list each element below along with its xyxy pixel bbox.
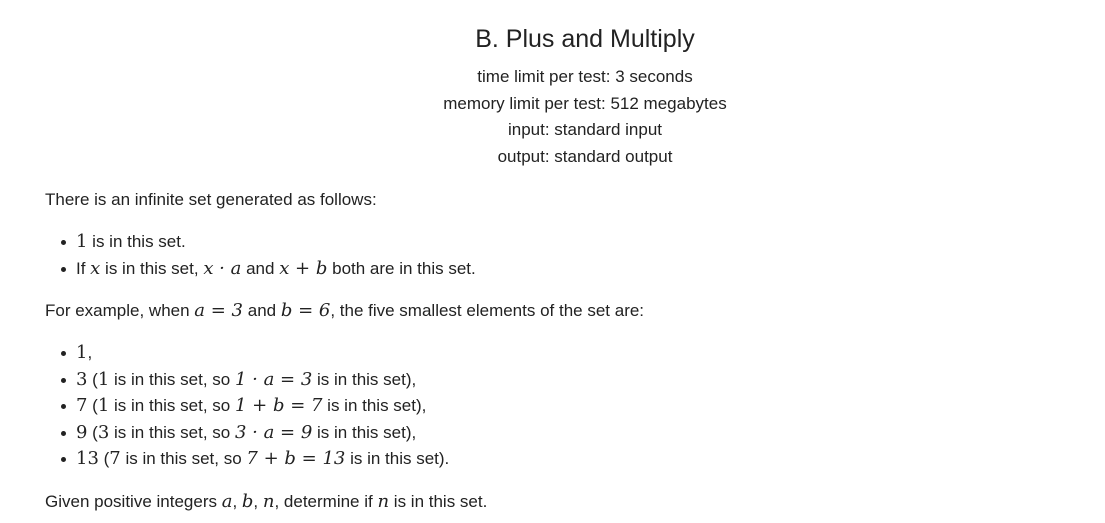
math-one: 1 [76,342,88,363]
rule2-text-a: If [76,258,91,278]
example-intro [45,298,1085,324]
final-text-a: Given positive integers [45,491,222,511]
math-seven: 7 [76,395,88,416]
item3-text-c: is in this set), [322,396,427,415]
item2-text-c: is in this set), [312,369,417,389]
math-n: n [262,490,275,512]
rule2-text-d: both are in this set. [327,258,476,278]
math-seven-plus-b: 7 + b = 13 [246,448,346,469]
rule-item [76,256,1085,283]
example-item [76,393,1085,420]
memory-limit: memory limit per test: 512 megabytes [443,93,727,113]
final-text-e: is in this set. [389,491,488,511]
item5-text-mid: ( [98,449,110,468]
item3-text-mid: ( [87,396,98,415]
final-text-c: , [253,491,263,511]
math-thirteen: 13 [76,448,99,469]
item4-text-c: is in this set), [312,422,417,442]
math-b-eq-6: b = 6 [280,300,331,321]
time-limit: time limit per test: 3 seconds [477,67,693,86]
example-item [76,367,1085,394]
math-x: x [90,257,101,279]
problem-title: B. Plus and Multiply [475,25,695,53]
item2-text-b: is in this set, so [109,369,235,389]
math-n: n [377,490,390,512]
math-seven: 7 [109,448,121,469]
item3-text-b: is in this set, so [109,396,235,415]
rule2-text-b: is in this set, [100,258,204,278]
example-item [76,340,1085,367]
rules-list [45,229,1085,282]
example-list [45,340,1085,473]
math-a-eq-3: a = 3 [194,300,244,321]
math-b: b [241,490,254,512]
input-spec: input: standard input [507,120,663,139]
item2-text-mid: ( [87,369,98,389]
math-three: 3 [76,368,88,390]
example-text-a: For example, when [45,301,195,320]
math-x-plus-b: x + b [279,257,328,279]
example-item [76,420,1085,447]
output-spec: output: standard output [497,146,673,166]
problem-header [0,22,1105,170]
item5-text-c: is in this set). [345,449,450,468]
item1-text: , [87,343,93,362]
final-question [45,489,1085,515]
math-one-dot-a: 1 · a = 3 [234,368,313,390]
math-one: 1 [76,231,88,252]
item4-text-mid: ( [87,422,98,442]
rule-item [76,229,1085,256]
example-text-c: , the five smallest elements of the set are: [330,301,645,320]
math-three: 3 [97,421,110,443]
item4-text-b: is in this set, so [109,422,235,442]
rule2-text-c: and [241,258,280,278]
math-one-plus-b: 1 + b = 7 [234,395,323,416]
final-text-b: , [232,491,242,511]
example-item [76,446,1085,473]
math-three-dot-a: 3 · a = 9 [234,421,313,443]
problem-statement [45,187,1085,515]
math-nine: 9 [76,421,88,443]
math-one: 1 [97,368,110,390]
math-a: a [221,490,233,512]
math-one: 1 [97,395,110,416]
math-x-dot-a: x · a [203,257,242,279]
final-text-d: , determine if [274,491,378,511]
rule1-text: is in this set. [87,232,186,251]
statement-intro: There is an infinite set generated as follows: [45,190,377,209]
example-text-b: and [243,301,281,320]
item5-text-b: is in this set, so [120,449,247,468]
